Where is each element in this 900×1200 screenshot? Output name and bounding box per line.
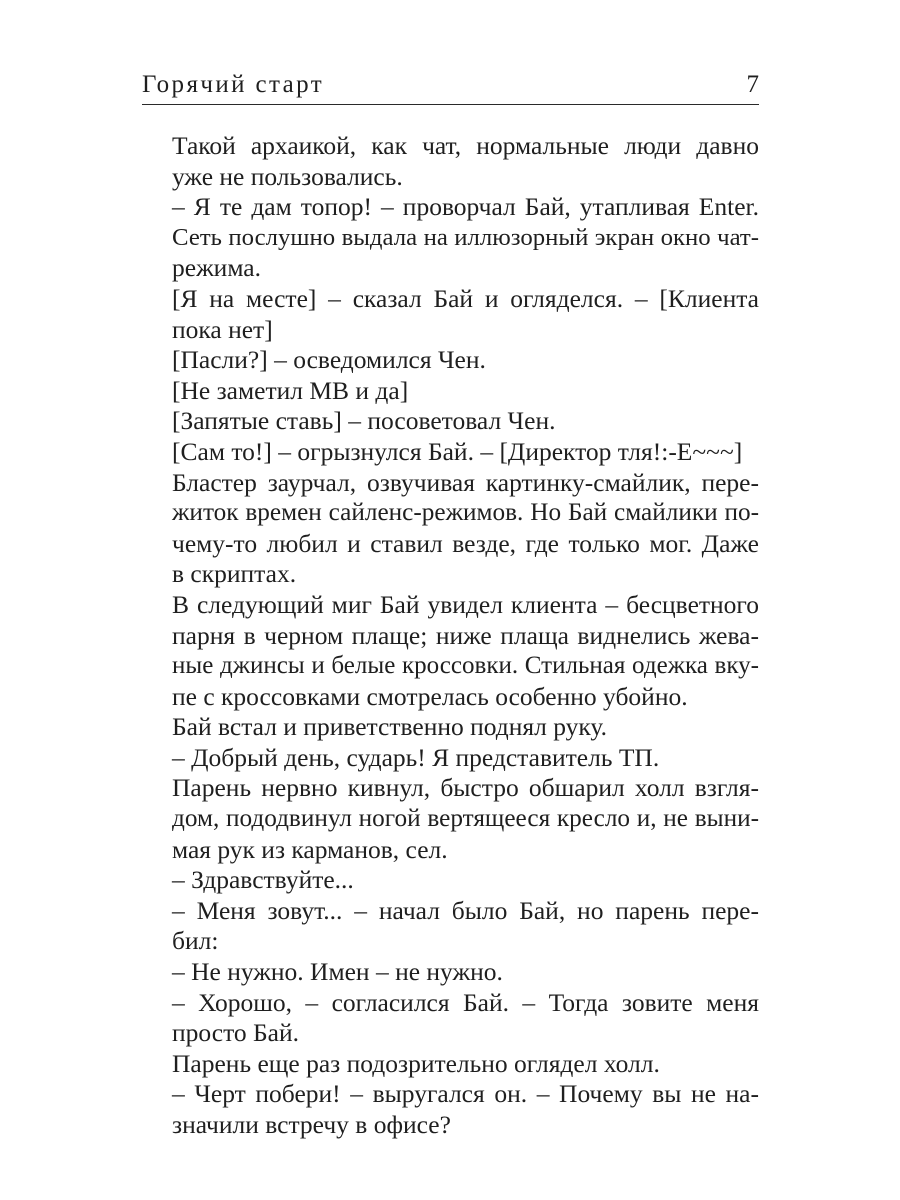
paragraph (142, 590, 759, 712)
paragraph (142, 896, 759, 957)
paragraph (142, 284, 759, 345)
text-line: житок времен сайленс-режимов. Но Бай смайлики по- (172, 499, 759, 527)
paragraph (142, 712, 759, 743)
text-line: Такой архаикой, как чат, нормальные люди давно (172, 131, 759, 160)
text-line: мая рук из карманов, сел. (172, 834, 448, 864)
text-line: – Хорошо, – согласился Бай. – Тогда зовите меня (172, 987, 759, 1017)
text-line: ные джинсы и белые кроссовки. Стильная одежка вку- (172, 652, 759, 680)
text-line: – Я те дам топор! – проворчал Бай, утапливая Enter. (172, 192, 759, 222)
text-line: – Не нужно. Имен – не нужно. (172, 957, 503, 987)
text-line: [Сам то!] – огрызнулся Бай. – [Директор тля!:-E~~~] (172, 436, 743, 466)
text-line: [Я на месте] – сказал Бай и огляделся. – [Клиента (172, 283, 759, 313)
text-line: Бластер заурчал, озвучивая картинку-смайлик, пере- (172, 467, 759, 497)
paragraph (142, 773, 759, 865)
text-line: Сеть послушно выдала на иллюзорный экран окно чат- (172, 223, 759, 251)
paragraph (142, 345, 759, 376)
header-rule (142, 104, 759, 105)
paragraph (142, 957, 759, 988)
text-line: Бай встал и приветственно поднял руку. (172, 712, 607, 742)
paragraph (142, 468, 759, 590)
text-line: значили встречу в офисе? (172, 1110, 451, 1139)
page-number: 7 (746, 71, 759, 98)
text-line: просто Бай. (172, 1018, 300, 1048)
text-line: В следующий миг Бай увидел клиента – бесцветного (172, 589, 759, 619)
paragraph (142, 1049, 759, 1080)
paragraph (142, 376, 759, 407)
paragraph (142, 131, 759, 192)
text-line: – Добрый день, сударь! Я представитель ТП. (172, 742, 660, 772)
text-line: бил: (172, 926, 219, 956)
running-head (142, 70, 759, 104)
paragraph (142, 192, 759, 284)
paragraph (142, 437, 759, 468)
text-line: – Меня зовут... – начал было Бай, но парень пере- (172, 895, 759, 925)
body-text (142, 131, 759, 1141)
text-line: – Черт побери! – выругался он. – Почему вы не на- (172, 1079, 759, 1109)
text-line: чему-то любил и ставил везде, где только мог. Даже (172, 528, 759, 558)
text-line: пока нет] (172, 314, 273, 344)
text-line: в скриптах. (172, 559, 297, 589)
text-line: пе с кроссовками смотрелась особенно убойно. (172, 681, 688, 711)
paragraph (142, 865, 759, 896)
text-line: Парень еще раз подозрительно оглядел холл. (172, 1048, 660, 1078)
text-line: – Здравствуйте... (172, 865, 354, 895)
paragraph (142, 1079, 759, 1140)
paragraph (142, 406, 759, 437)
text-line: [Пасли?] – осведомился Чен. (172, 345, 486, 375)
text-line: уже не пользовались. (172, 161, 403, 191)
text-line: [Не заметил МВ и да] (172, 375, 409, 405)
text-line: Парень нервно кивнул, быстро обшарил холл взгля- (172, 773, 759, 803)
text-line: режима. (172, 253, 261, 283)
text-line: дом, пододвинул ногой вертящееся кресло и, не выни- (172, 805, 759, 833)
paragraph (142, 988, 759, 1049)
paragraph (142, 743, 759, 774)
text-line: парня в черном плаще; ниже плаща виднелись жева- (172, 620, 759, 650)
text-line: [Запятые ставь] – посоветовал Чен. (172, 406, 556, 436)
running-title: Горячий старт (142, 71, 325, 98)
